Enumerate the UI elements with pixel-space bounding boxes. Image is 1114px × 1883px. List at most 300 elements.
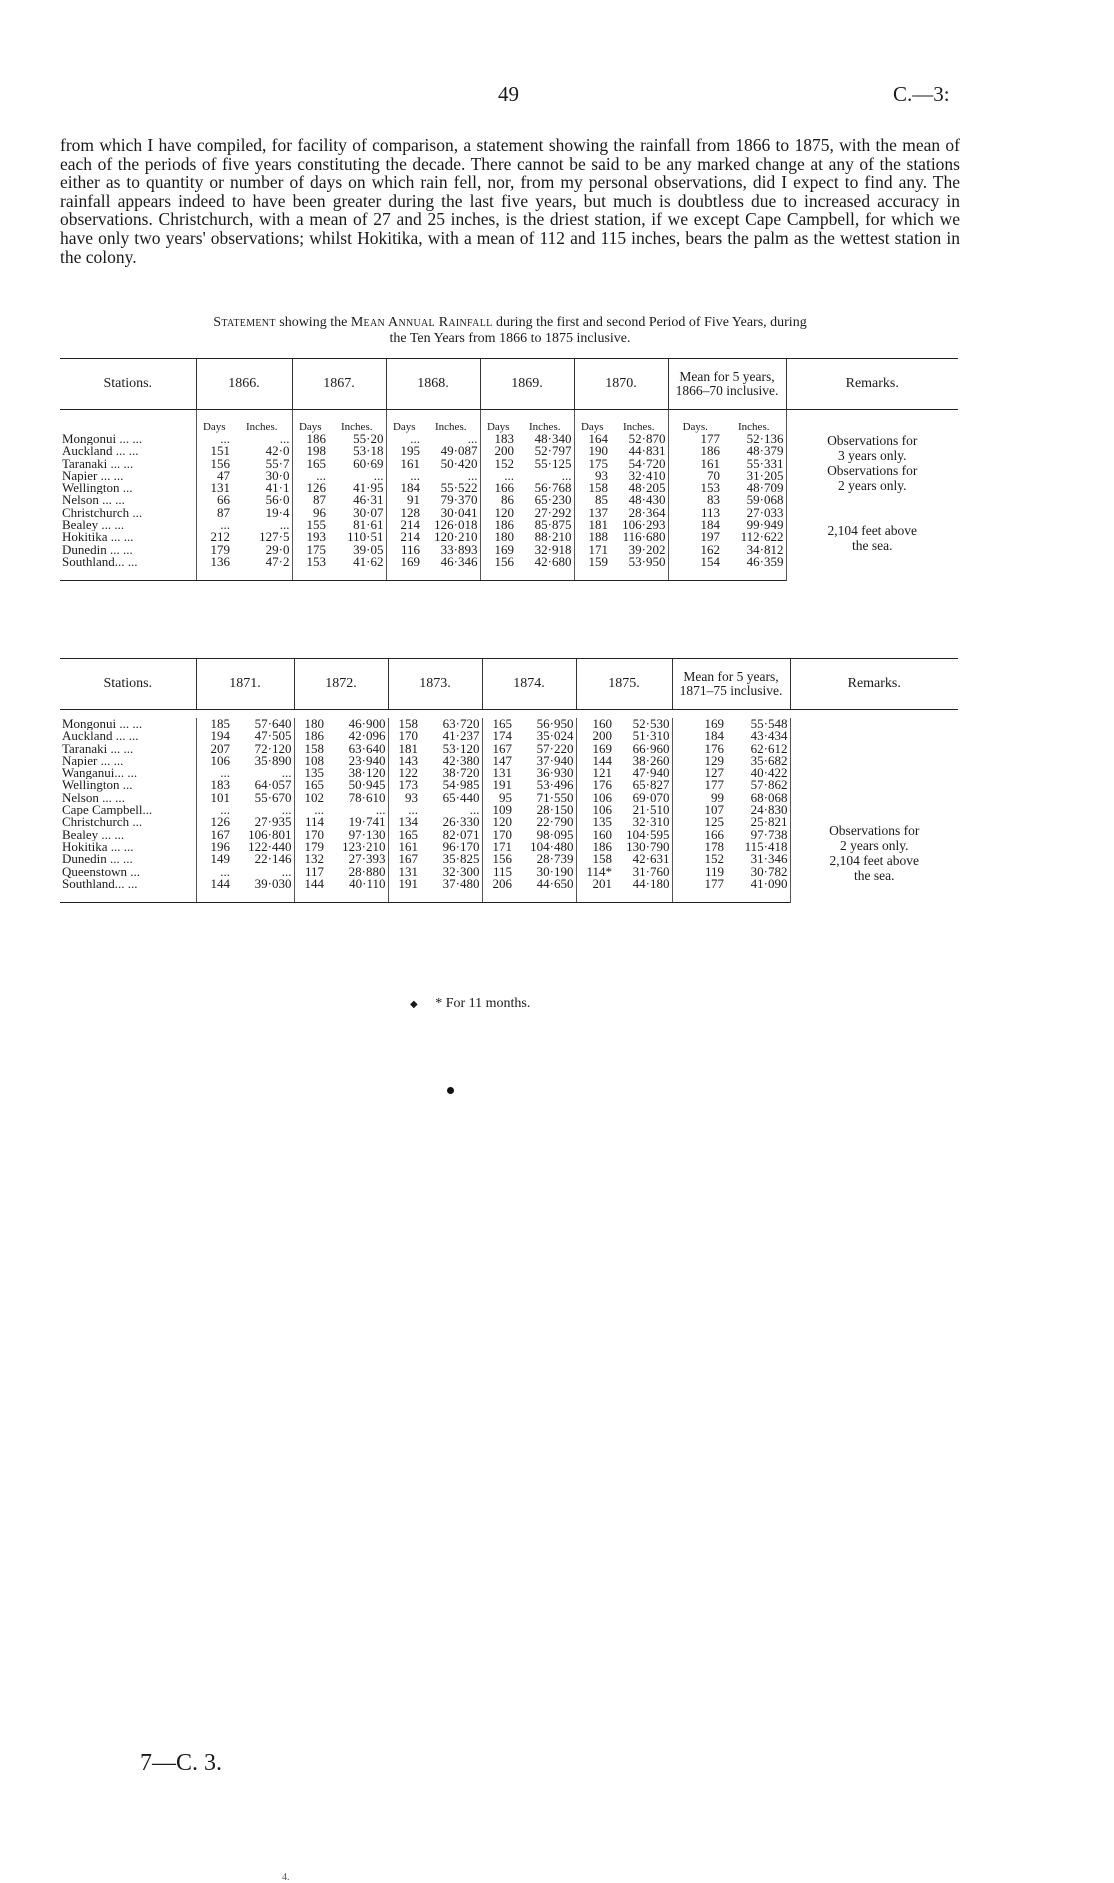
days-cell: 114*: [576, 866, 614, 878]
header-mean-1871-75: [672, 659, 790, 710]
days-cell: 206: [482, 878, 514, 903]
days-cell: 85: [574, 494, 610, 506]
inches-cell: 65·230: [534, 494, 572, 507]
days-cell: ...: [196, 433, 232, 445]
inches-cell: 19·4: [265, 506, 290, 520]
inches-cell: ...: [373, 469, 384, 483]
inches-cell: 39·05: [353, 543, 384, 556]
days-cell: 171: [482, 841, 514, 853]
inches-cell: 46·900: [348, 718, 386, 731]
sub-days: Days: [196, 410, 232, 434]
page-code: C.—3:: [893, 82, 950, 106]
caption-rest-line2: the Ten Years from 1866 to 1875 inclusive.: [389, 331, 631, 346]
inches-cell: 78·610: [348, 791, 386, 805]
days-cell: 151: [196, 445, 232, 457]
days-cell: 177: [668, 433, 722, 445]
inches-cell: 42·680: [516, 556, 574, 581]
inches-cell: 27·033: [746, 506, 784, 520]
days-cell: 126: [292, 482, 328, 494]
days-cell: 214: [386, 531, 422, 543]
days-cell: 106: [576, 792, 614, 804]
station-name: Queenstown ...: [62, 865, 140, 878]
sub-days-mean: Days.: [668, 410, 722, 434]
sub-inches: Inches.: [529, 421, 561, 433]
remarks-spacer: [793, 793, 957, 808]
sub-days: Days: [480, 410, 516, 434]
days-cell: 169: [672, 718, 726, 730]
days-cell: 191: [482, 779, 514, 791]
inches-cell: 31·760: [632, 865, 670, 878]
days-cell: ...: [196, 866, 232, 878]
station-row: [60, 433, 958, 445]
inches-cell: 63·720: [442, 718, 480, 731]
inches-cell: 37·480: [420, 878, 482, 903]
inches-cell: 26·330: [442, 816, 480, 829]
inches-cell: 27·292: [534, 506, 572, 520]
inches-cell: ...: [561, 469, 572, 483]
days-cell: 106: [576, 804, 614, 816]
body-paragraph: from which I have compiled, for facility of comparison, a statement showing the rainfall from 1866 to 1875, with the mean of each of the periods of five years constituting the decade. There cannot be said to be any marked change at any of the stations either as to quantity or number of days on which rain fell, nor, from my personal observations, did I expect to find any. The rainfall appears indeed to have been greater during the last five years, but much is doubtless due to increased accuracy in observations. Christchurch, with a mean of 27 and 25 inches, is the driest station, if we except Cape Campbell, for which we have only two years' observations; whilst Hokitika, with a mean of 112 and 115 inches, bears the palm as the wettest station in the colony.: [60, 135, 960, 267]
header-year-1873: 1873.: [388, 659, 482, 710]
inches-cell: 24·830: [750, 804, 788, 817]
inches-cell: 42·380: [442, 754, 480, 768]
header-year-1874: 1874.: [482, 659, 576, 710]
inches-cell: 53·496: [536, 779, 574, 792]
inches-cell: 35·024: [536, 730, 574, 743]
days-cell: 127: [672, 767, 726, 779]
inches-cell: 116·680: [622, 531, 666, 544]
inches-cell: 97·738: [750, 828, 788, 841]
days-cell: 135: [576, 816, 614, 828]
remarks-spacer: [793, 733, 957, 748]
days-cell: 162: [668, 544, 722, 556]
inches-cell: 55·548: [750, 718, 788, 731]
inches-cell: 57·220: [536, 742, 574, 755]
inches-cell: 126·018: [434, 519, 478, 532]
footnote-text: * For 11 months.: [435, 996, 531, 1011]
inches-cell: 30·0: [265, 469, 290, 483]
inches-cell: 48·430: [628, 494, 666, 507]
days-cell: 158: [576, 853, 614, 865]
inches-cell: 62·612: [750, 742, 788, 755]
inches-cell: 49·087: [440, 445, 478, 458]
header-remarks: Remarks.: [790, 659, 958, 710]
inches-cell: 52·136: [746, 433, 784, 446]
days-cell: ...: [196, 767, 232, 779]
inches-cell: 56·950: [536, 718, 574, 731]
header-mean-1866-70: [668, 359, 786, 410]
days-cell: 184: [672, 730, 726, 742]
inches-cell: ...: [467, 433, 478, 446]
inches-cell: 110·51: [347, 531, 384, 544]
days-cell: 179: [196, 544, 232, 556]
inches-cell: ...: [279, 433, 290, 446]
inches-cell: 25·821: [750, 816, 788, 829]
station-name: Wellington ...: [62, 779, 133, 792]
inches-cell: 50·420: [440, 457, 478, 470]
days-cell: 117: [294, 866, 326, 878]
days-cell: 160: [576, 718, 614, 730]
inches-cell: 52·797: [534, 445, 572, 458]
inches-cell: 30·041: [440, 506, 478, 520]
inches-cell: 50·945: [348, 779, 386, 792]
days-cell: 159: [574, 556, 610, 581]
days-cell: ...: [480, 470, 516, 482]
days-cell: 154: [668, 556, 722, 581]
caption-rest-line1: during the first and second Period of Five Years, during: [496, 315, 807, 330]
days-cell: 196: [196, 841, 232, 853]
days-cell: 186: [292, 433, 328, 445]
station-name: Nelson ... ...: [62, 791, 125, 805]
days-cell: 164: [574, 433, 610, 445]
inches-cell: 38·260: [632, 754, 670, 768]
days-cell: 113: [668, 507, 722, 519]
days-cell: 180: [480, 531, 516, 543]
days-cell: 169: [576, 743, 614, 755]
remark-line: 2 years only.: [840, 838, 909, 853]
days-cell: 99: [672, 792, 726, 804]
days-cell: 201: [576, 878, 614, 903]
days-cell: 214: [386, 519, 422, 531]
days-cell: 186: [480, 519, 516, 531]
inches-cell: 36·930: [536, 767, 574, 780]
inches-cell: 41·090: [726, 878, 790, 903]
station-name: Napier ... ...: [62, 469, 124, 483]
inches-cell: 40·422: [750, 767, 788, 780]
station-name: Taranaki ... ...: [62, 457, 134, 470]
inches-cell: 52·870: [628, 433, 666, 446]
days-cell: 185: [196, 718, 232, 730]
days-cell: 165: [294, 779, 326, 791]
days-cell: 47: [196, 470, 232, 482]
days-cell: 87: [196, 507, 232, 519]
days-cell: 166: [480, 482, 516, 494]
days-cell: 156: [196, 458, 232, 470]
days-cell: ...: [196, 804, 232, 816]
station-name: Auckland ... ...: [62, 730, 139, 743]
inches-cell: 56·768: [534, 482, 572, 495]
inches-cell: 112·622: [740, 531, 784, 544]
remark-line: Observations for: [827, 433, 918, 448]
days-cell: 108: [294, 755, 326, 767]
days-cell: 83: [668, 494, 722, 506]
inches-cell: 47·940: [632, 767, 670, 780]
days-cell: 167: [482, 743, 514, 755]
days-cell: 198: [292, 445, 328, 457]
station-name: Hokitika ... ...: [62, 531, 134, 544]
header-year-1866: 1866.: [196, 359, 292, 410]
days-cell: 177: [672, 878, 726, 903]
sub-inches: Inches.: [246, 421, 278, 433]
days-cell: 152: [480, 458, 516, 470]
days-cell: 186: [576, 841, 614, 853]
station-name: Wellington ...: [62, 482, 133, 495]
inches-cell: 53·18: [353, 445, 384, 458]
inches-cell: 64·057: [254, 779, 292, 792]
inches-cell: 28·880: [348, 865, 386, 878]
days-cell: 66: [196, 494, 232, 506]
inches-cell: 46·31: [353, 494, 384, 507]
inches-cell: 122·440: [248, 840, 292, 854]
days-cell: ...: [386, 433, 422, 445]
days-cell: 169: [386, 556, 422, 581]
days-cell: 152: [672, 853, 726, 865]
station-name: Napier ... ...: [62, 754, 124, 768]
inches-cell: 55·670: [254, 791, 292, 805]
inches-cell: 79·370: [440, 494, 478, 507]
inches-cell: 33·893: [440, 543, 478, 556]
days-cell: 161: [668, 458, 722, 470]
inches-cell: 54·720: [628, 457, 666, 470]
days-cell: 96: [292, 507, 328, 519]
inches-cell: 44·650: [514, 878, 576, 903]
days-cell: 169: [480, 544, 516, 556]
caption-showing: showing the: [279, 315, 348, 330]
rainfall-table-1871-1875: [60, 658, 958, 903]
days-cell: 193: [292, 531, 328, 543]
station-name: Christchurch ...: [62, 506, 143, 520]
inches-cell: 48·340: [534, 433, 572, 446]
days-cell: 91: [386, 494, 422, 506]
inches-cell: 30·07: [353, 506, 384, 520]
header-mean-line2: 1866–70 inclusive.: [675, 383, 779, 398]
days-cell: 207: [196, 743, 232, 755]
inches-cell: 32·410: [628, 469, 666, 483]
inches-cell: ...: [281, 767, 292, 780]
days-cell: ...: [292, 470, 328, 482]
days-cell: 167: [196, 829, 232, 841]
days-cell: 134: [388, 816, 420, 828]
header-year-1867: 1867.: [292, 359, 386, 410]
days-cell: 116: [386, 544, 422, 556]
inches-cell: 98·095: [536, 828, 574, 841]
days-cell: 184: [668, 519, 722, 531]
inches-cell: 55·522: [440, 482, 478, 495]
inches-cell: 66·960: [632, 742, 670, 755]
inches-cell: 41·237: [442, 730, 480, 743]
days-cell: 144: [294, 878, 326, 903]
days-cell: 174: [482, 730, 514, 742]
inches-cell: 115·418: [744, 840, 788, 854]
station-name: Christchurch ...: [62, 816, 143, 829]
inches-cell: 47·505: [254, 730, 292, 743]
inches-cell: 32·918: [534, 543, 572, 556]
remark-line: 2,104 feet above: [827, 523, 918, 538]
days-cell: 153: [668, 482, 722, 494]
days-cell: 137: [574, 507, 610, 519]
header-year-1872: 1872.: [294, 659, 388, 710]
days-cell: 126: [196, 816, 232, 828]
inches-cell: 130·790: [626, 840, 670, 854]
days-cell: 122: [388, 767, 420, 779]
days-cell: 212: [196, 531, 232, 543]
inches-cell: 97·130: [348, 828, 386, 841]
header-year-1869: 1869.: [480, 359, 574, 410]
inches-cell: 82·071: [442, 828, 480, 841]
days-cell: 144: [196, 878, 232, 903]
footnote-bullet: ◆: [410, 999, 418, 1010]
inches-cell: 44·831: [628, 445, 666, 458]
days-cell: 178: [672, 841, 726, 853]
inches-cell: 104·595: [626, 828, 670, 841]
inches-cell: 22·146: [254, 853, 292, 866]
inches-cell: 99·949: [746, 519, 784, 532]
caption-mean-annual-rainfall: Mean Annual Rainfall: [350, 315, 493, 330]
inches-cell: 46·359: [722, 556, 786, 581]
days-cell: 120: [480, 507, 516, 519]
inches-cell: 42·631: [632, 853, 670, 866]
inches-cell: 63·640: [348, 742, 386, 755]
station-name: Bealey ... ...: [62, 519, 125, 532]
days-cell: ...: [196, 519, 232, 531]
inches-cell: 53·120: [442, 742, 480, 755]
days-cell: 109: [482, 804, 514, 816]
inches-cell: 56·0: [265, 494, 290, 507]
days-cell: 165: [482, 718, 514, 730]
inches-cell: 29·0: [265, 543, 290, 556]
signature-mark: 7—C. 3.: [140, 1750, 223, 1776]
days-cell: 147: [482, 755, 514, 767]
header-year-1871: 1871.: [196, 659, 294, 710]
days-cell: 93: [574, 470, 610, 482]
days-cell: 135: [294, 767, 326, 779]
station-name: Mongonui ... ...: [62, 433, 143, 446]
sub-inches: Inches.: [341, 421, 373, 433]
days-cell: 200: [480, 445, 516, 457]
days-cell: 177: [672, 779, 726, 791]
days-cell: 170: [482, 829, 514, 841]
inches-cell: 106·801: [248, 828, 292, 841]
inches-cell: 28·739: [536, 853, 574, 866]
inches-cell: 27·393: [348, 853, 386, 866]
days-cell: 70: [668, 470, 722, 482]
inches-cell: 41·62: [328, 556, 386, 581]
inches-cell: 32·310: [632, 816, 670, 829]
inches-cell: 57·862: [750, 779, 788, 792]
inches-cell: 55·331: [746, 457, 784, 470]
days-cell: 179: [294, 841, 326, 853]
inches-cell: 60·69: [353, 457, 384, 470]
days-cell: 129: [672, 755, 726, 767]
station-name: Cape Campbell...: [62, 804, 153, 817]
station-name: Wanganui... ...: [62, 767, 138, 780]
header-year-1868: 1868.: [386, 359, 480, 410]
days-cell: 170: [388, 730, 420, 742]
days-cell: 190: [574, 445, 610, 457]
station-name: Taranaki ... ...: [62, 742, 134, 755]
sub-inches: Inches.: [623, 421, 655, 433]
inches-cell: 31·205: [746, 469, 784, 483]
days-cell: 153: [292, 556, 328, 581]
inches-cell: 43·434: [750, 730, 788, 743]
days-cell: 170: [294, 829, 326, 841]
days-cell: 173: [388, 779, 420, 791]
header-remarks: Remarks.: [786, 359, 958, 410]
inches-cell: 52·530: [632, 718, 670, 731]
days-cell: 131: [388, 866, 420, 878]
station-name: Dunedin ... ...: [62, 853, 133, 866]
days-cell: 183: [196, 779, 232, 791]
days-cell: 167: [388, 853, 420, 865]
remarks-cell: [790, 718, 958, 903]
remark-line: Observations for: [829, 823, 920, 838]
days-cell: 158: [294, 743, 326, 755]
remarks-spacer: [789, 493, 957, 508]
inches-cell: 47·2: [232, 556, 292, 581]
remarks-spacer: [793, 763, 957, 778]
days-cell: 180: [294, 718, 326, 730]
sub-days: Days: [386, 410, 422, 434]
inches-cell: 54·985: [442, 779, 480, 792]
days-cell: 194: [196, 730, 232, 742]
days-cell: ...: [386, 470, 422, 482]
days-cell: 181: [388, 743, 420, 755]
remark-line: 2 years only.: [838, 478, 907, 493]
days-cell: ...: [388, 804, 420, 816]
inches-cell: 28·150: [536, 804, 574, 817]
days-cell: 93: [388, 792, 420, 804]
inches-cell: 57·640: [254, 718, 292, 731]
caption-statement: Statement: [213, 315, 276, 330]
days-cell: 160: [576, 829, 614, 841]
days-cell: 184: [386, 482, 422, 494]
days-cell: 175: [574, 458, 610, 470]
inches-cell: 30·190: [536, 865, 574, 878]
days-cell: ...: [294, 804, 326, 816]
inches-cell: 38·120: [348, 767, 386, 780]
header-year-1875: 1875.: [576, 659, 672, 710]
remark-line: the sea.: [852, 538, 893, 553]
inches-cell: 32·300: [442, 865, 480, 878]
inches-cell: 21·510: [632, 804, 670, 817]
remarks-spacer: [789, 508, 957, 523]
inches-cell: 65·827: [632, 779, 670, 792]
inches-cell: 65·440: [442, 791, 480, 805]
days-cell: 158: [574, 482, 610, 494]
days-cell: 143: [388, 755, 420, 767]
days-cell: 136: [196, 556, 232, 581]
inches-cell: 41·95: [353, 482, 384, 495]
header-year-1870: 1870.: [574, 359, 668, 410]
inches-cell: 55·125: [534, 457, 572, 470]
remarks-spacer: [793, 718, 957, 733]
subheader-row: [60, 410, 958, 434]
rainfall-table-1866-1870: [60, 358, 958, 581]
inches-cell: 127·5: [259, 531, 290, 544]
inches-cell: 104·480: [530, 840, 574, 854]
footnote: [410, 996, 530, 1012]
days-cell: 161: [388, 841, 420, 853]
days-cell: 120: [482, 816, 514, 828]
inches-cell: 120·210: [434, 531, 478, 544]
inches-cell: 34·812: [746, 543, 784, 556]
station-name: Bealey ... ...: [62, 828, 125, 841]
station-name: Hokitika ... ...: [62, 840, 134, 854]
inches-cell: 88·210: [534, 531, 572, 544]
days-cell: 165: [388, 829, 420, 841]
days-cell: 166: [672, 829, 726, 841]
inches-cell: 39·202: [628, 543, 666, 556]
sub-days: Days: [574, 410, 610, 434]
days-cell: 115: [482, 866, 514, 878]
days-cell: 131: [482, 767, 514, 779]
header-mean-line1: Mean for 5 years,: [683, 669, 779, 684]
station-name: Southland... ...: [60, 556, 196, 581]
inches-cell: 96·170: [442, 840, 480, 854]
spacer-row: [60, 710, 958, 719]
table-caption: [60, 315, 960, 347]
header-stations: Stations.: [60, 659, 196, 710]
